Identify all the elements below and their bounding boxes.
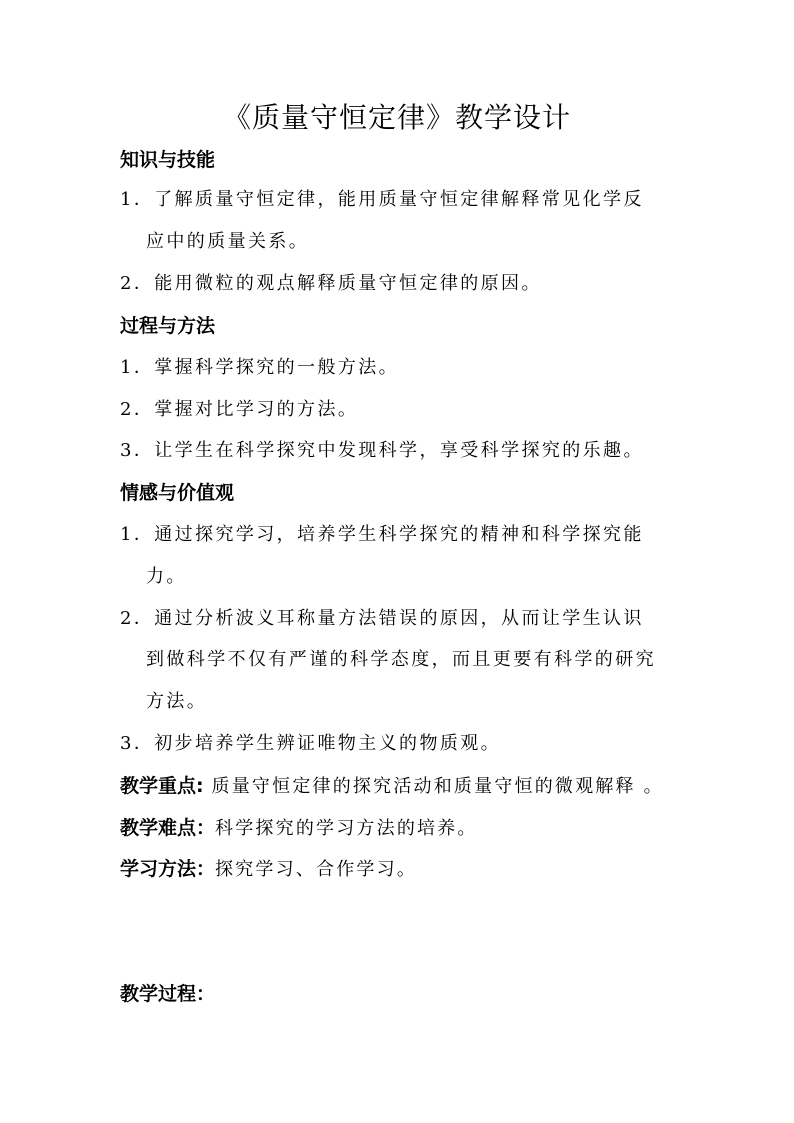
knowledge-item-2: 2．能用微粒的观点解释质量守恒定律的原因。	[120, 273, 542, 294]
key-points-text: 质量守恒定律的探究活动和质量守恒的微观解释 。	[203, 776, 664, 797]
key-points-line	[120, 772, 664, 801]
process-item-3: 3．让学生在科学探究中发现科学，享受科学探究的乐趣。	[120, 440, 644, 461]
section-heading-process: 过程与方法	[120, 315, 216, 337]
document-title: 《质量守恒定律》教学设计	[222, 101, 571, 134]
attitude-item-2-line-3: 方法。	[146, 691, 208, 712]
method-label: 学习方法：	[120, 858, 216, 880]
attitude-item-3: 3．初步培养学生辨证唯物主义的物质观。	[120, 733, 502, 754]
key-points-label: 教学重点:	[120, 775, 204, 797]
process-item-2: 2．掌握对比学习的方法。	[120, 399, 359, 420]
attitude-item-1-line-1: 1．通过探究学习，培养学生科学探究的精神和科学探究能	[120, 524, 644, 545]
teaching-process-heading: 教学过程：	[120, 983, 216, 1005]
process-item-1: 1．掌握科学探究的一般方法。	[120, 357, 400, 378]
knowledge-item-1-line-1: 1．了解质量守恒定律，能用质量守恒定律解释常见化学反	[120, 189, 644, 210]
difficult-points-text: 科学探究的学习方法的培养。	[215, 818, 478, 839]
section-heading-knowledge: 知识与技能	[120, 149, 216, 171]
difficult-points-label: 教学难点：	[120, 817, 216, 839]
method-line	[120, 855, 417, 884]
attitude-item-2-line-2: 到做科学不仅有严谨的科学态度，而且更要有科学的研究	[146, 649, 656, 670]
section-heading-attitude: 情感与价值观	[120, 482, 235, 504]
difficult-points-line	[120, 814, 478, 843]
attitude-item-2-line-1: 2．通过分析波义耳称量方法错误的原因，从而让学生认识	[120, 608, 644, 629]
method-text: 探究学习、合作学习。	[215, 859, 418, 880]
attitude-item-1-line-2: 力。	[146, 566, 187, 587]
knowledge-item-1-line-2: 应中的质量关系。	[146, 231, 310, 252]
